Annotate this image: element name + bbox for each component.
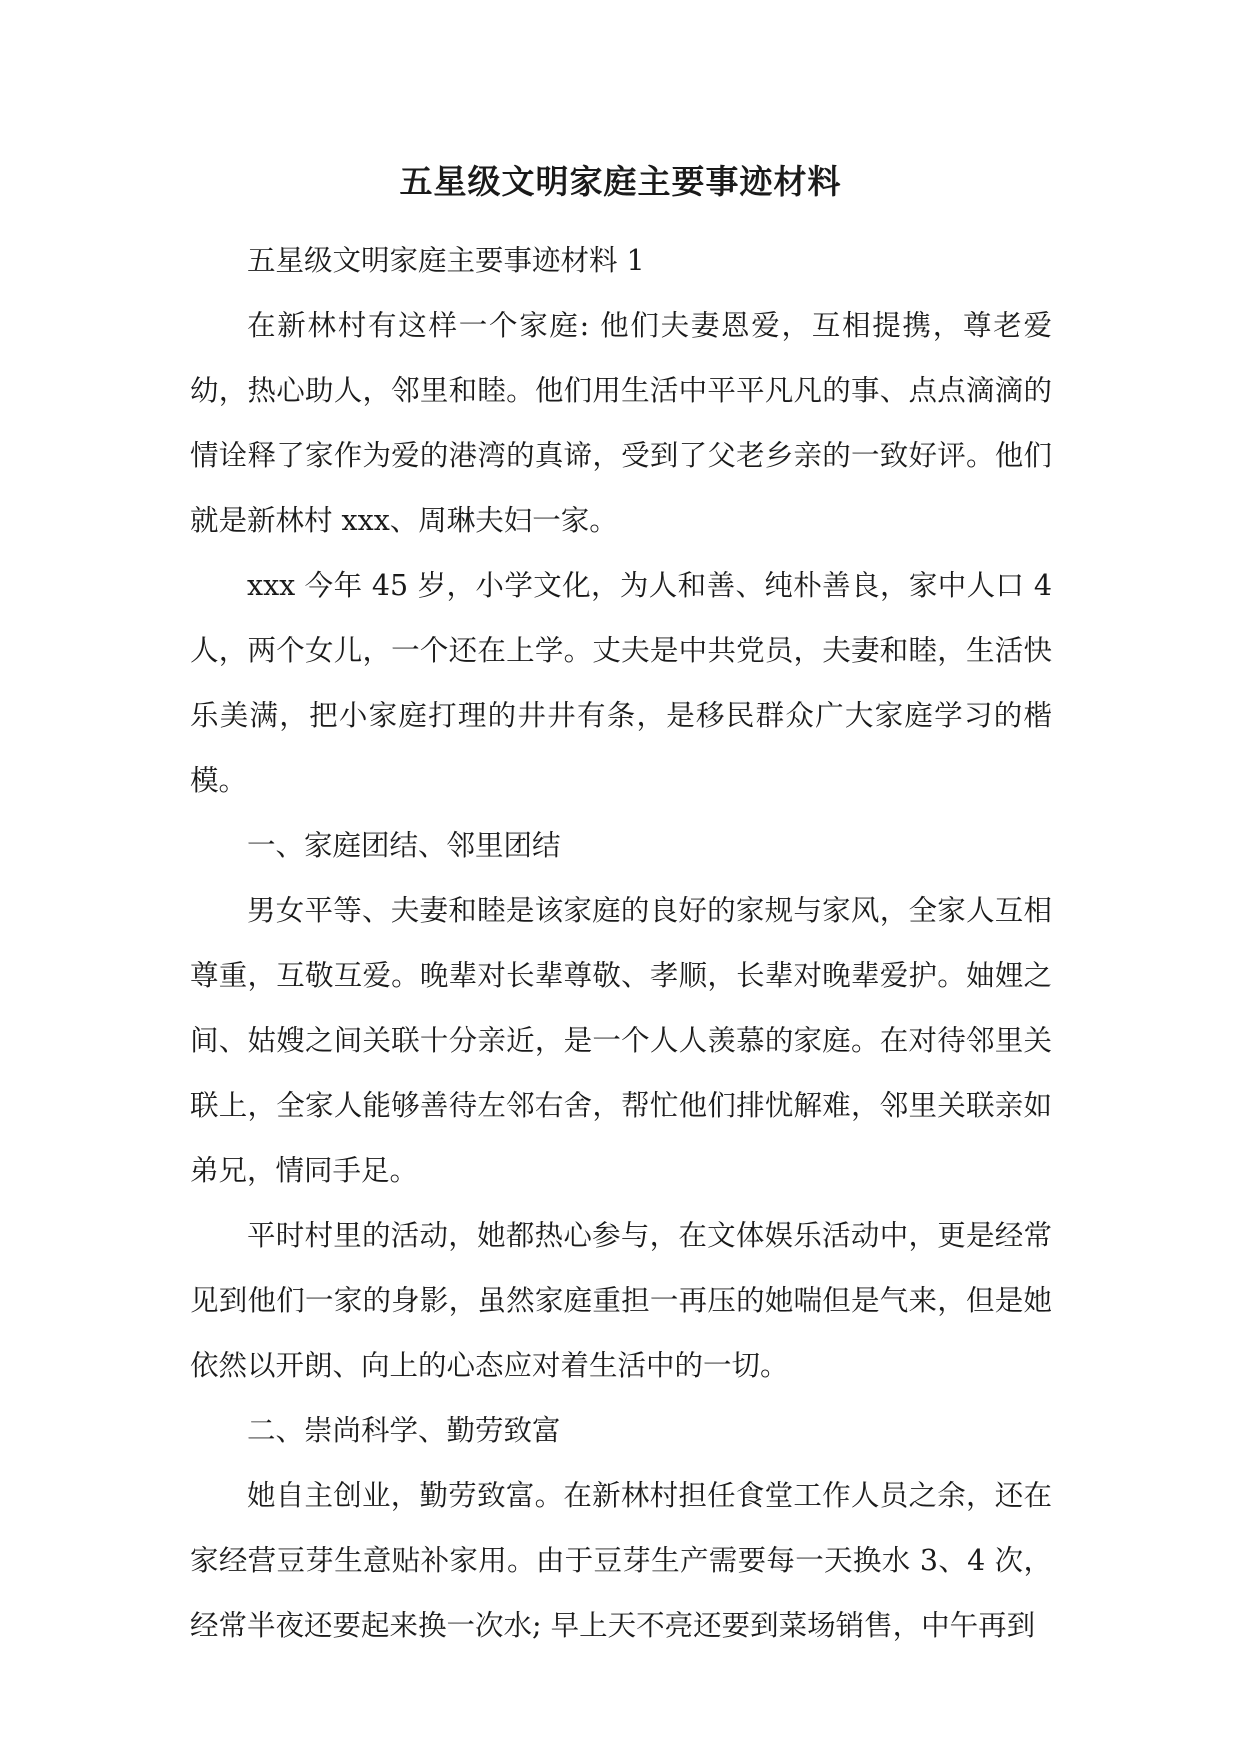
body-paragraph: 男女平等、夫妻和睦是该家庭的良好的家规与家风，全家人互相尊重，互敬互爱。晚辈对长辈尊敬、孝顺，长辈对晚辈爱护。妯娌之间、姑嫂之间关联十分亲近，是一个人人羡慕的家庭。在对待邻里关联上，全家人能够善待左邻右舍，帮忙他们排忧解难，邻里关联亲如弟兄，情同手足。 — [190, 894, 1052, 1187]
document-body — [190, 228, 1052, 1658]
body-paragraph: xxx 今年 45 岁，小学文化，为人和善、纯朴善良，家中人口 4 人，两个女儿，一个还在上学。丈夫是中共党员，夫妻和睦，生活快乐美满，把小家庭打理的井井有条，是移民群众广大家庭学习的楷模。 — [190, 569, 1052, 797]
section-heading: 二、崇尚科学、勤劳致富 — [247, 1414, 561, 1447]
subtitle-paragraph: 五星级文明家庭主要事迹材料 1 — [247, 244, 645, 277]
body-paragraph: 平时村里的活动，她都热心参与，在文体娱乐活动中，更是经常见到他们一家的身影，虽然家庭重担一再压的她喘但是气来，但是她依然以开朗、向上的心态应对着生活中的一切。 — [190, 1219, 1052, 1382]
document-title: 五星级文明家庭主要事迹材料 — [399, 162, 842, 201]
body-paragraph: 她自主创业，勤劳致富。在新林村担任食堂工作人员之余，还在家经营豆芽生意贴补家用。由于豆芽生产需要每一天换水 3、4 次，经常半夜还要起来换一次水; 早上天不亮还要到菜场销售，中午再到 — [190, 1479, 1052, 1642]
section-heading: 一、家庭团结、邻里团结 — [247, 829, 561, 862]
body-paragraph: 在新林村有这样一个家庭: 他们夫妻恩爱，互相提携，尊老爱幼，热心助人，邻里和睦。他们用生活中平平凡凡的事、点点滴滴的情诠释了家作为爱的港湾的真谛，受到了父老乡亲的一致好评。他们就是新林村 xxx、周琳夫妇一家。 — [190, 309, 1052, 537]
